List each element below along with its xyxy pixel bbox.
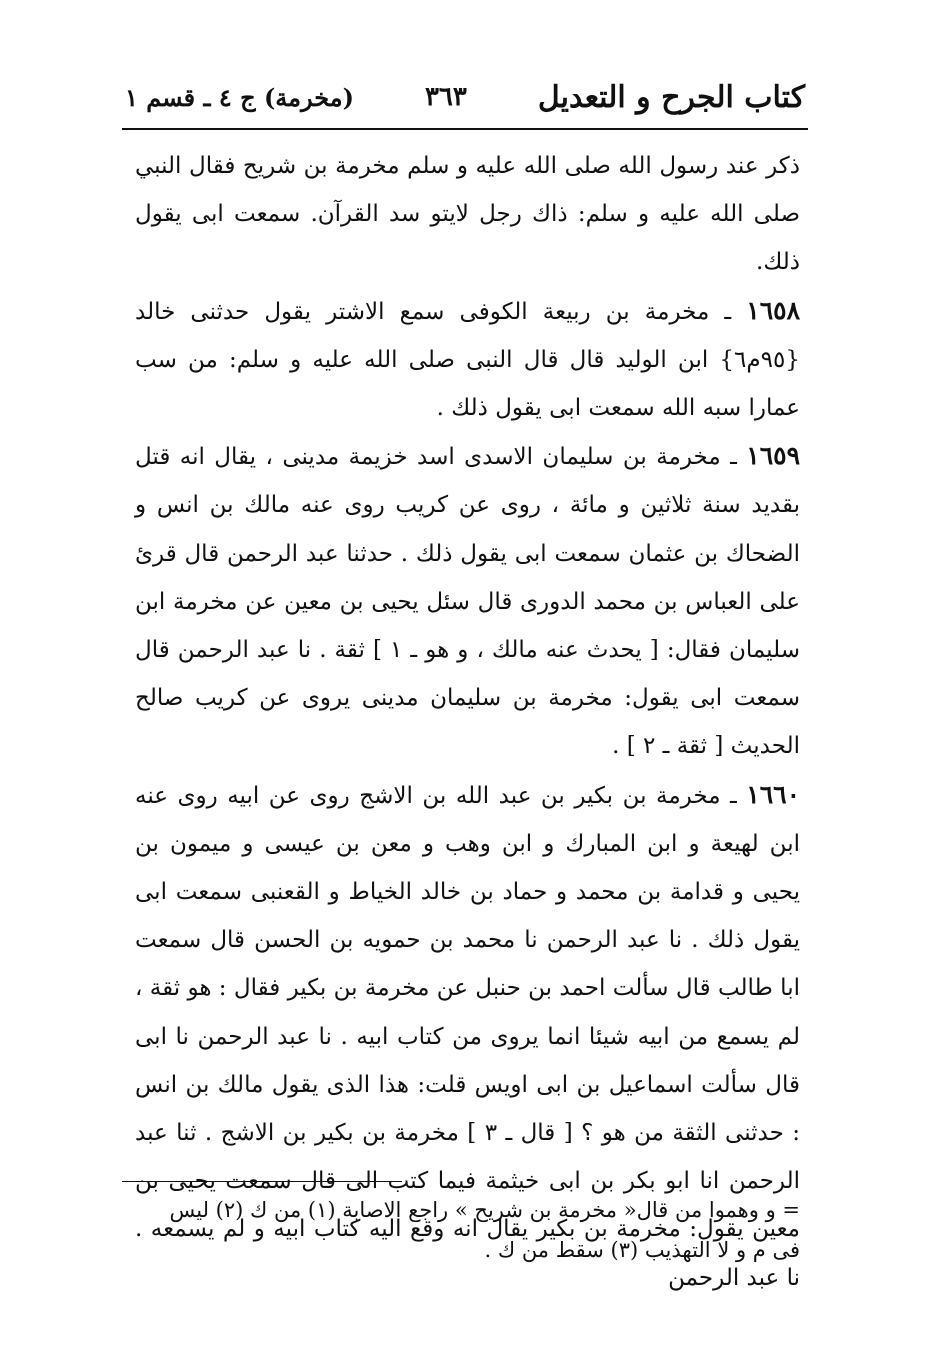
page-number: ٣٦٣	[424, 82, 467, 112]
header-rule	[122, 128, 808, 130]
entry-number: ١٦٦٠	[746, 779, 800, 809]
footnote-line: = و وهموا من قال« مخرمة بن شريح » راجع الاصابة (١) من ك (٢) ليس	[169, 1198, 800, 1222]
entry-number: ١٦٥٨	[746, 295, 801, 325]
entry-text: ـ مخرمة بن ربيعة الكوفى سمع الاشتر يقول حدثنى خالد {٩٥م٦} ابن الوليد قال قال النبى صلى الله عليه و سلم: من سب عمارا سبه الله سمعت ابى يقول ذلك .	[135, 298, 800, 422]
footnote-rule	[122, 1181, 402, 1182]
book-title: كتاب الجرح و التعديل	[537, 79, 805, 115]
entry-text: ـ مخرمة بن بكير بن عبد الله بن الاشج روى عن ابيه روى عنه ابن لهيعة و ابن المبارك و ابن وهب و معن بن عيسى و ميمون بن يحيى و قدامة بن محمد و حماد بن خالد الخياط و القعنبى سمعت ابى يقول ذلك . نا عبد الرحمن نا محمد بن حمويه بن الحسن قال سمعت ابا طالب قال سألت احمد بن حنبل عن مخرمة بن بكير فقال : هو ثقة ، لم يسمع من ابيه شيئا انما يروى من كتاب ابيه . نا عبد الرحمن نا ابى قال سألت اسماعيل بن ابى اويس قلت: هذا الذى يقول مالك بن انس : حدثنى الثقة من هو ؟ [ قال ـ ٣ ] مخرمة بن بكير بن الاشج . ثنا عبد الرحمن انا ابو بكر بن ابى خيثمة فيما كتب الى قال سمعت يحيى بن معين يقول: مخرمة بن بكير يقال انه وقع اليه كتاب ابيه و لم يسمعه . نا عبد الرحمن	[135, 782, 800, 1291]
entry-1658	[135, 287, 800, 433]
footnote-line: فى م و لا التهذيب (٣) سقط من ك .	[484, 1238, 800, 1262]
page-header	[125, 72, 805, 122]
continuation-paragraph: ذكر عند رسول الله صلى الله عليه و سلم مخرمة بن شريح فقال النبي صلى الله عليه و سلم: ذاك رجل لايتو سد القرآن. سمعت ابى يقول ذلك.	[135, 153, 800, 276]
entry-text: ـ مخرمة بن سليمان الاسدى اسد خزيمة مدينى ، يقال انه قتل بقديد سنة ثلاثين و مائة ، روى عن كريب روى عنه مالك بن انس و الضحاك بن عثمان سمعت ابى يقول ذلك . حدثنا عبد الرحمن قال قرئ على العباس بن محمد الدورى قال سئل يحيى بن معين عن مخرمة ابن سليمان فقال: [ يحدث عنه مالك ، و هو ـ ١ ] ثقة . نا عبد الرحمن قال سمعت ابى يقول: مخرمة بن سليمان مدينى يروى عن كريب صالح الحديث [ ثقة ـ ٢ ] .	[135, 444, 800, 760]
footnotes	[135, 1190, 800, 1270]
entry-1659	[135, 432, 800, 770]
running-head: (مخرمة) ج ٤ ـ قسم ١	[125, 82, 354, 112]
entry-number: ١٦٥٩	[746, 441, 800, 471]
main-text	[135, 142, 800, 1302]
